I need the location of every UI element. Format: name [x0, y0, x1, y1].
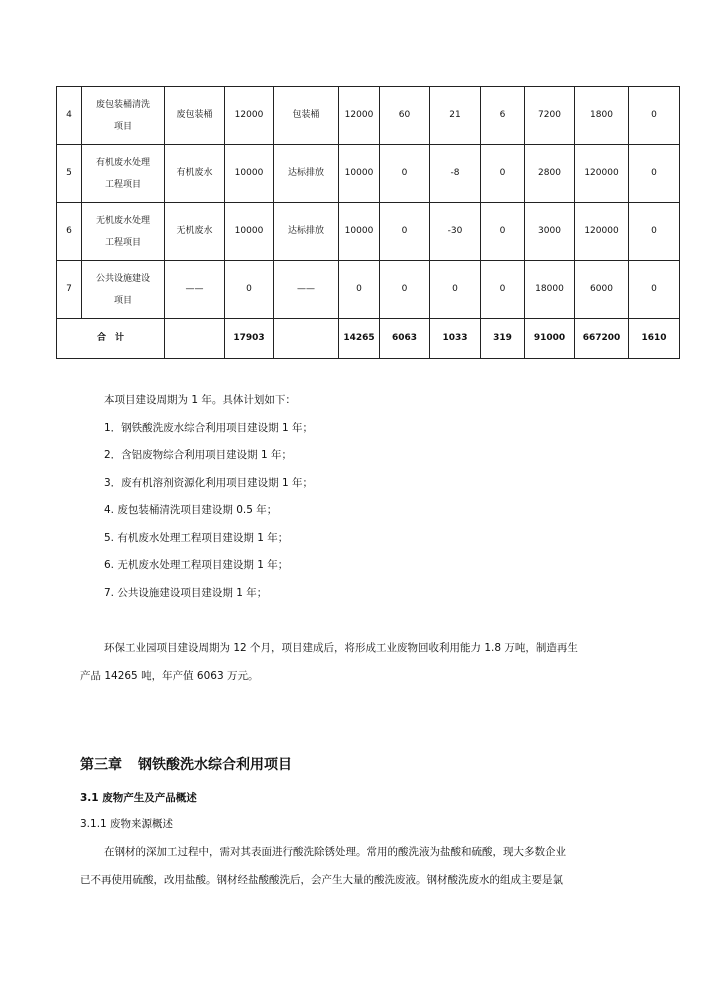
row-number: 7	[57, 261, 82, 319]
table-cell: 0	[629, 87, 680, 145]
body-paragraph-line: 在钢材的深加工过程中，需对其表面进行酸洗除锈处理。常用的酸洗液为盐酸和硫酸，现大多数企业	[104, 846, 566, 858]
input-material: 无机废水	[165, 203, 225, 261]
table-cell: 120000	[575, 145, 629, 203]
total-input	[165, 319, 225, 359]
body-paragraph-line: 已不再使用硫酸，改用盐酸。钢材经盐酸酸洗后，会产生大量的酸洗废液。钢材酸洗废水的组成主要是氯	[80, 874, 563, 886]
chapter-title: 钢铁酸洗水综合利用项目	[138, 757, 292, 773]
total-output	[274, 319, 339, 359]
schedule-item: 5. 有机废水处理工程项目建设期 1 年；	[104, 532, 289, 544]
output-amount: 12000	[339, 87, 380, 145]
section-heading: 3.1 废物产生及产品概述	[80, 792, 197, 804]
schedule-item: 2．含铝废物综合利用项目建设期 1 年；	[104, 449, 293, 461]
total-output-amount: 14265	[339, 319, 380, 359]
input-amount: 10000	[225, 145, 274, 203]
table-cell: 0	[380, 261, 430, 319]
output-amount: 10000	[339, 145, 380, 203]
project-name: 无机废水处理 工程项目	[82, 203, 165, 261]
input-amount: 0	[225, 261, 274, 319]
summary-line: 产品 14265 吨，年产值 6063 万元。	[80, 670, 259, 682]
table-row	[57, 87, 680, 145]
table-cell: 18000	[525, 261, 575, 319]
total-cell: 6063	[380, 319, 430, 359]
schedule-item: 3．废有机溶剂资源化利用项目建设期 1 年；	[104, 477, 314, 489]
output-amount: 0	[339, 261, 380, 319]
output-product: 达标排放	[274, 145, 339, 203]
input-amount: 10000	[225, 203, 274, 261]
output-product: 达标排放	[274, 203, 339, 261]
input-material: 废包装桶	[165, 87, 225, 145]
input-material: ——	[165, 261, 225, 319]
table-cell: 21	[430, 87, 481, 145]
table-cell: 7200	[525, 87, 575, 145]
table-cell: 0	[629, 261, 680, 319]
schedule-item: 4. 废包装桶清洗项目建设期 0.5 年；	[104, 504, 278, 516]
total-cell: 91000	[525, 319, 575, 359]
summary-line: 环保工业园项目建设周期为 12 个月，项目建成后，将形成工业废物回收利用能力 1.8 万吨，制造再生	[104, 642, 578, 654]
schedule-item: 7. 公共设施建设项目建设期 1 年；	[104, 587, 268, 599]
schedule-intro: 本项目建设周期为 1 年。具体计划如下：	[104, 394, 296, 406]
total-label: 合 计	[57, 319, 165, 359]
row-number: 6	[57, 203, 82, 261]
table-cell: 120000	[575, 203, 629, 261]
total-cell: 319	[481, 319, 525, 359]
total-cell: 667200	[575, 319, 629, 359]
project-name: 公共设施建设 项目	[82, 261, 165, 319]
output-product: ——	[274, 261, 339, 319]
table-cell: 6	[481, 87, 525, 145]
subsection-heading: 3.1.1 废物来源概述	[80, 818, 174, 830]
output-amount: 10000	[339, 203, 380, 261]
table-cell: 0	[481, 145, 525, 203]
table-cell: 0	[380, 145, 430, 203]
chapter-number: 第三章	[80, 757, 122, 773]
schedule-item: 1．钢铁酸洗废水综合利用项目建设期 1 年；	[104, 422, 314, 434]
total-cell: 1033	[430, 319, 481, 359]
table-cell: 3000	[525, 203, 575, 261]
table-cell: 0	[481, 203, 525, 261]
input-material: 有机废水	[165, 145, 225, 203]
project-name: 有机废水处理 工程项目	[82, 145, 165, 203]
table-cell: 60	[380, 87, 430, 145]
total-input-amount: 17903	[225, 319, 274, 359]
table-cell: -30	[430, 203, 481, 261]
project-name: 废包装桶清洗 项目	[82, 87, 165, 145]
row-number: 5	[57, 145, 82, 203]
total-row	[57, 319, 680, 359]
project-output-table	[56, 86, 680, 359]
table-cell: 2800	[525, 145, 575, 203]
output-product: 包装桶	[274, 87, 339, 145]
total-cell: 1610	[629, 319, 680, 359]
table-cell: 0	[629, 145, 680, 203]
table-row	[57, 145, 680, 203]
table-row	[57, 261, 680, 319]
input-amount: 12000	[225, 87, 274, 145]
chapter-heading	[80, 754, 292, 774]
table-cell: 0	[481, 261, 525, 319]
table-cell: 1800	[575, 87, 629, 145]
table-cell: 0	[629, 203, 680, 261]
table-cell: -8	[430, 145, 481, 203]
table-cell: 0	[380, 203, 430, 261]
row-number: 4	[57, 87, 82, 145]
table-cell: 0	[430, 261, 481, 319]
table-cell: 6000	[575, 261, 629, 319]
schedule-item: 6. 无机废水处理工程项目建设期 1 年；	[104, 559, 289, 571]
table-row	[57, 203, 680, 261]
